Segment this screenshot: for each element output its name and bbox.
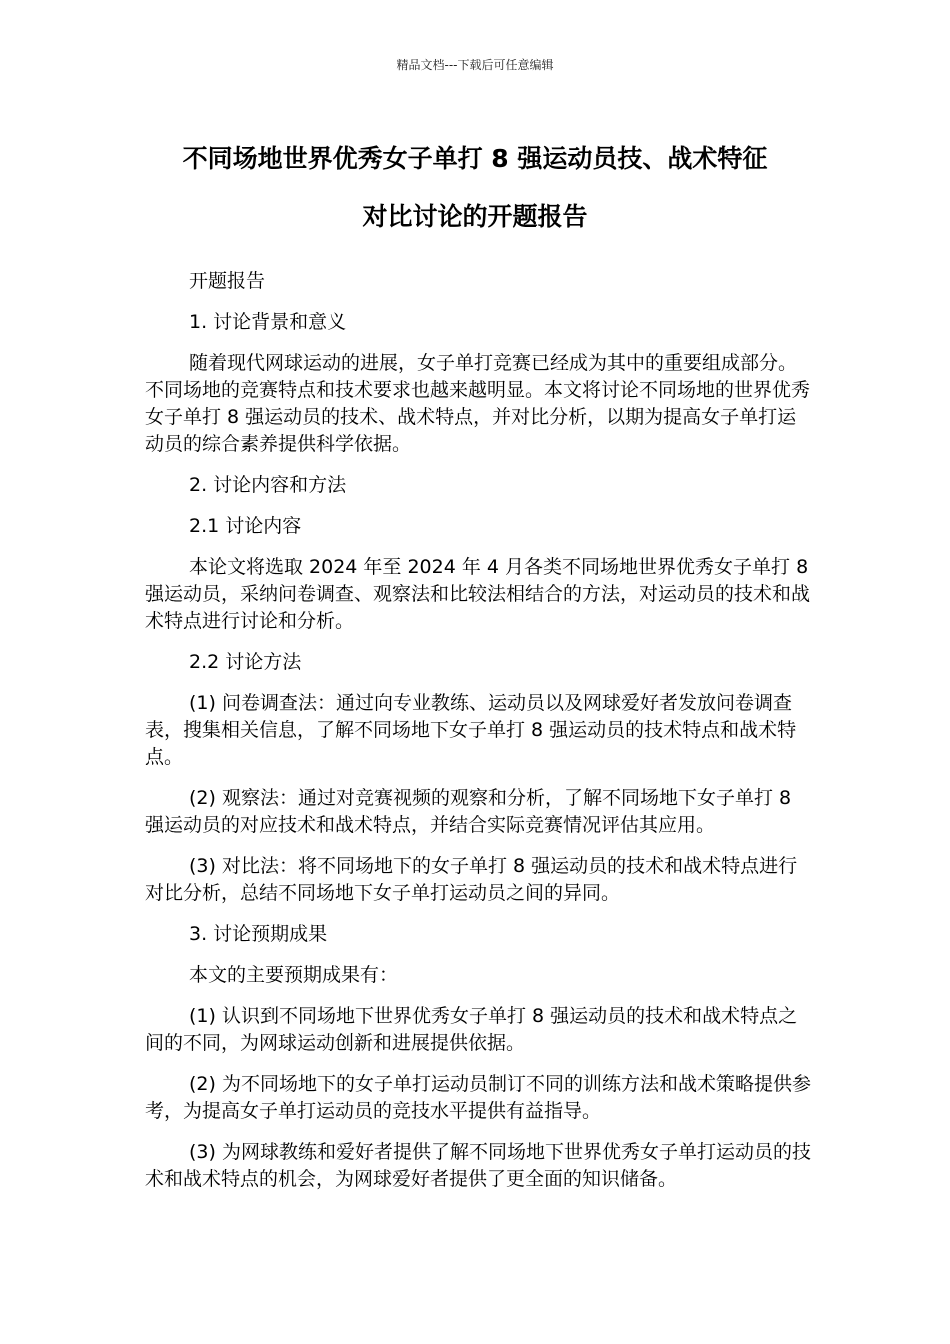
list-item: (2) 观察法：通过对竞赛视频的观察和分析，了解不同场地下女子单打 8 强运动员的对应技术和战术特点，并结合实际竞赛情况评估其应用。 (145, 787, 792, 836)
paragraph-report-label: 开题报告 (189, 270, 266, 292)
section-heading-3: 3. 讨论预期成果 (189, 923, 328, 945)
section-heading-2: 2. 讨论内容和方法 (189, 474, 347, 496)
paragraph: 本论文将选取 2024 年至 2024 年 4 月各类不同场地世界优秀女子单打 8 强运动员，采纳问卷调查、观察法和比较法相结合的方法，对运动员的技术和战术特点进行讨论和分析。 (145, 556, 811, 632)
header-note: 精品文档---下载后可任意编辑 (396, 58, 554, 72)
subsection-heading-2-1: 2.1 讨论内容 (189, 515, 302, 537)
list-item: (1) 认识到不同场地下世界优秀女子单打 8 强运动员的技术和战术特点之间的不同，为网球运动创新和进展提供依据。 (145, 1005, 798, 1054)
list-item: (2) 为不同场地下的女子单打运动员制订不同的训练方法和战术策略提供参考，为提高女子单打运动员的竞技水平提供有益指导。 (145, 1073, 811, 1122)
list-item: (1) 问卷调查法：通过向专业教练、运动员以及网球爱好者发放问卷调查表，搜集相关信息，了解不同场地下女子单打 8 强运动员的技术特点和战术特点。 (145, 692, 797, 768)
document-body (145, 268, 811, 1207)
title-line-2: 对比讨论的开题报告 (362, 202, 588, 231)
subsection-heading-2-2: 2.2 讨论方法 (189, 651, 302, 673)
paragraph: 随着现代网球运动的进展，女子单打竞赛已经成为其中的重要组成部分。不同场地的竞赛特点和技术要求也越来越明显。本文将讨论不同场地的世界优秀女子单打 8 强运动员的技术、战术特点，并对比分析，以期为提高女子单打运动员的综合素养提供科学依据。 (145, 352, 811, 455)
list-item: (3) 对比法：将不同场地下的女子单打 8 强运动员的技术和战术特点进行对比分析，总结不同场地下女子单打运动员之间的异同。 (145, 855, 798, 904)
document-title (140, 130, 810, 246)
section-heading-1: 1. 讨论背景和意义 (189, 311, 347, 333)
title-line-1: 不同场地世界优秀女子单打 8 强运动员技、战术特征 (182, 144, 768, 173)
paragraph: 本文的主要预期成果有： (189, 964, 399, 986)
list-item: (3) 为网球教练和爱好者提供了解不同场地下世界优秀女子单打运动员的技术和战术特点的机会，为网球爱好者提供了更全面的知识储备。 (145, 1141, 811, 1190)
